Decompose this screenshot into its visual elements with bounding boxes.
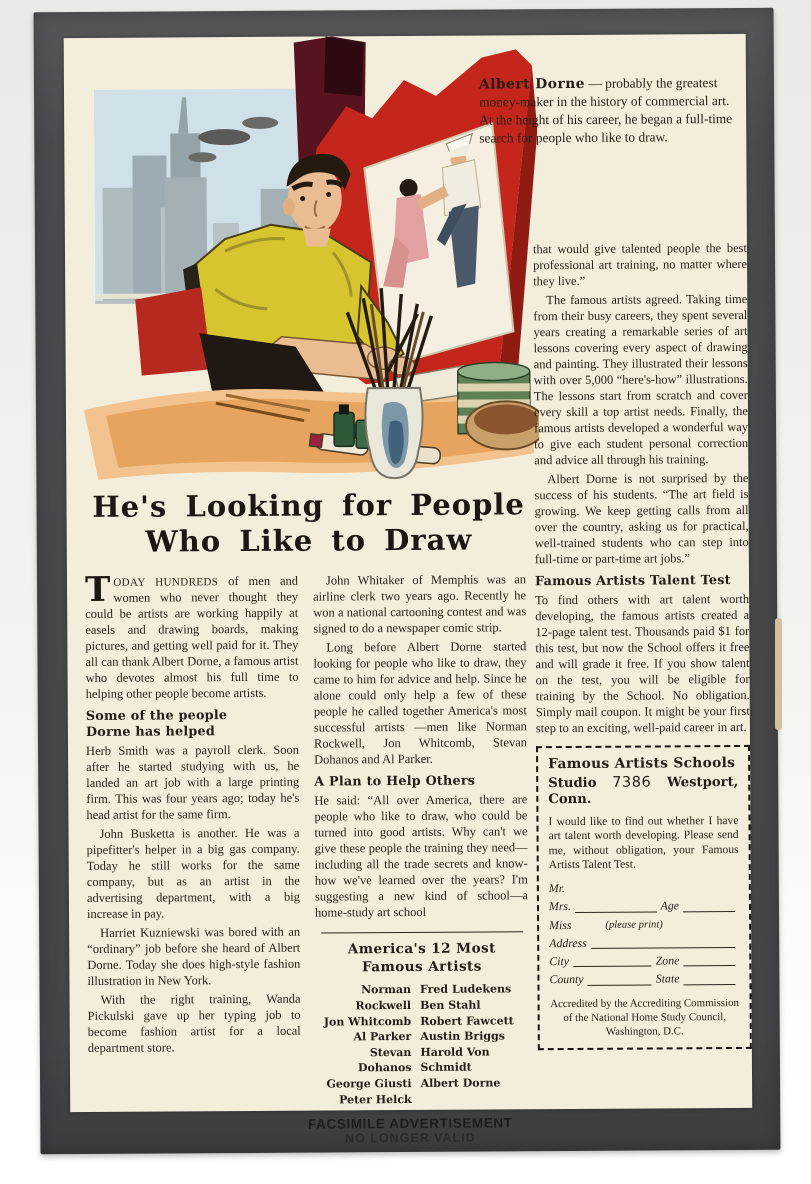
caption-lead: Albert Dorne — [478, 75, 586, 93]
dorne-illustration — [64, 35, 540, 492]
caption-text: — probably the greatest money-maker in the history of commercial art. At the height of his career, he began a full-time search for people who like to draw. — [479, 75, 733, 146]
artist-name: Austin Briggs — [420, 1029, 505, 1044]
studio-number: 7386 — [612, 774, 652, 791]
paragraph: Herb Smith was a payroll clerk. Soon after he started studying with us, he landed an art job with a large printing firm. This was four years ago; today he's head artist for the same firm. — [85, 742, 300, 823]
advertisement-page — [64, 34, 753, 1112]
facsimile-banner-line2: NO LONGER VALID — [344, 1130, 476, 1146]
artist-name: Stevan Dohanos — [357, 1045, 412, 1075]
comic-back-cover — [34, 8, 781, 1154]
famous-artists-left-column — [315, 982, 411, 1107]
artist-name: Fred Ludekens — [419, 982, 512, 997]
mixing-bowl — [466, 401, 540, 449]
paragraph: Harriet Kuzniewski was bored with an “ordinary” job before she heard of Albert Dorne. Today she does high-style fashion illustration in New York. — [87, 924, 301, 989]
paragraph: He said: “All over America, there are people who like to draw, who could be turned into good artists. Why can't we give these people the training they need—including all the trade secrets and know-how we've learned over the years? I'm suggesting a new kind of school—a home-study art school — [314, 792, 528, 920]
field-mrs-age: Mrs. Age — [549, 898, 739, 914]
field-city-zone: City Zone — [549, 953, 739, 969]
coupon-body-text: I would like to find out whether I have art talent worth developing. Please send me, without obligation, your Famous Artists Talent Test. — [548, 813, 739, 872]
body-column-2 — [313, 571, 529, 1106]
artist-name: Ben Stahl — [420, 998, 481, 1012]
artist-name: Robert Fawcett — [420, 1013, 514, 1028]
headline-line1: He's Looking for People — [92, 487, 525, 524]
paragraph: The famous artists agreed. Taking time from their busy careers, they spent several years creating a remarkable series of art lessons covering every aspect of drawing and painting. They illustrated their lessons with over 5,000 “here's-how” illustrations. The lessons start from scratch and cover every skill a top artist needs. Finally, the famous artists developed a wonderful way to give each student personal correction and advice all through his training. — [533, 291, 749, 468]
paragraph: that would give talented people the best professional art training, no matter where they live.” — [532, 240, 748, 289]
field-address: Address — [549, 935, 739, 951]
field-county-state: County State — [549, 971, 739, 987]
body-column-3 — [533, 240, 752, 1105]
section-heading: A Plan to Help Others — [314, 773, 476, 790]
artist-name: Norman Rockwell — [355, 983, 412, 1013]
famous-artists-right-column — [420, 982, 529, 1108]
facsimile-banner — [40, 1114, 780, 1148]
section-heading: Some of the people Dorne has helped — [85, 708, 228, 741]
state-entry-line — [683, 984, 735, 985]
county-entry-line — [588, 984, 652, 985]
paragraph: Albert Dorne is not surprised by the success of his students. “The art field is growing. We keep getting calls from all over the country, asking us for practical, well-trained students who can step into full-time or part-time art jobs.” — [534, 470, 749, 567]
famous-artists-title: America's 12 Most Famous Artists — [347, 940, 496, 975]
field-mr: Mr. — [548, 880, 565, 895]
paragraph: John Busketta is another. He was a pipefitter's helper in a big gas company. Today he still works for the same company, but as an artist in the advertising department, with a big increase in pay. — [86, 825, 300, 922]
divider-rule — [321, 931, 523, 933]
city-entry-line — [573, 966, 652, 967]
headline-line2: Who Like to Draw — [145, 522, 473, 559]
illustration-caption — [479, 74, 739, 147]
artist-name: Albert Dorne — [420, 1076, 501, 1090]
drop-cap: T — [84, 569, 111, 610]
paragraph: John Whitaker of Memphis was an airline clerk two years ago. Recently he won a national cartooning contest and was signed to do a newspaper comic strip. — [313, 572, 527, 636]
field-miss: Miss (please print) — [549, 917, 663, 932]
famous-artists-list — [315, 982, 529, 1108]
desk-edge — [135, 287, 212, 375]
coupon-school-name: Famous Artists Schools — [548, 754, 736, 773]
facsimile-banner-line1: FACSIMILE ADVERTISEMENT — [307, 1115, 513, 1132]
artist-name: Peter Helck — [339, 1092, 412, 1107]
interior-pages-edge — [775, 618, 782, 730]
zone-entry-line — [683, 965, 735, 966]
accreditation-note: Accredited by the Accrediting Commission of the National Home Study Council, Washington, D.C. — [550, 996, 739, 1038]
artist-name: George Giusti — [326, 1076, 412, 1091]
artist-name: Al Parker — [353, 1030, 412, 1044]
paragraph: With the right training, Wanda Pickulski gave up her typing job to become fashion artist for a local department store. — [87, 991, 301, 1056]
mail-in-coupon — [536, 745, 752, 1051]
name-entry-line — [575, 911, 657, 912]
section-heading: Famous Artists Talent Test — [534, 573, 731, 590]
paragraph: To find others with art talent worth developing, the famous artists created a 12-page talent test. Thousands paid $1 for this test, but now the School offers it free and will grade it free. If you show talent on the test, you will be eligible for training by the School. No obligation. Simply mail coupon. It might be your first step to an exciting, well-paid career in art. — [535, 591, 750, 736]
age-entry-line — [683, 911, 735, 912]
artist-name: Harold Von Schmidt — [420, 1045, 490, 1075]
body-column-1 — [84, 569, 301, 1108]
address-entry-line — [591, 947, 735, 949]
paragraph: TODAY HUNDREDS of men and women who never thought they could be artists are working happily at easels and drawing boards, making pictures, and getting well paid for it. They all can thank Albert Dorne, a famous artist who devotes almost his full time to helping other people become artists. — [84, 569, 299, 702]
please-print-note: (please print) — [605, 919, 663, 931]
paragraph: Long before Albert Dorne started looking for people who like to draw, they came to him for advice and help. Since he alone could only help a few of these people he called together America's most successful artists —men like Norman Rockwell, Jon Whitcomb, Stevan Dohanos and Al Parker. — [313, 639, 528, 767]
coupon-school-address: Studio 7386 Westport, Conn. — [548, 774, 739, 808]
headline — [78, 487, 538, 561]
artist-name: Jon Whitcomb — [323, 1014, 412, 1029]
